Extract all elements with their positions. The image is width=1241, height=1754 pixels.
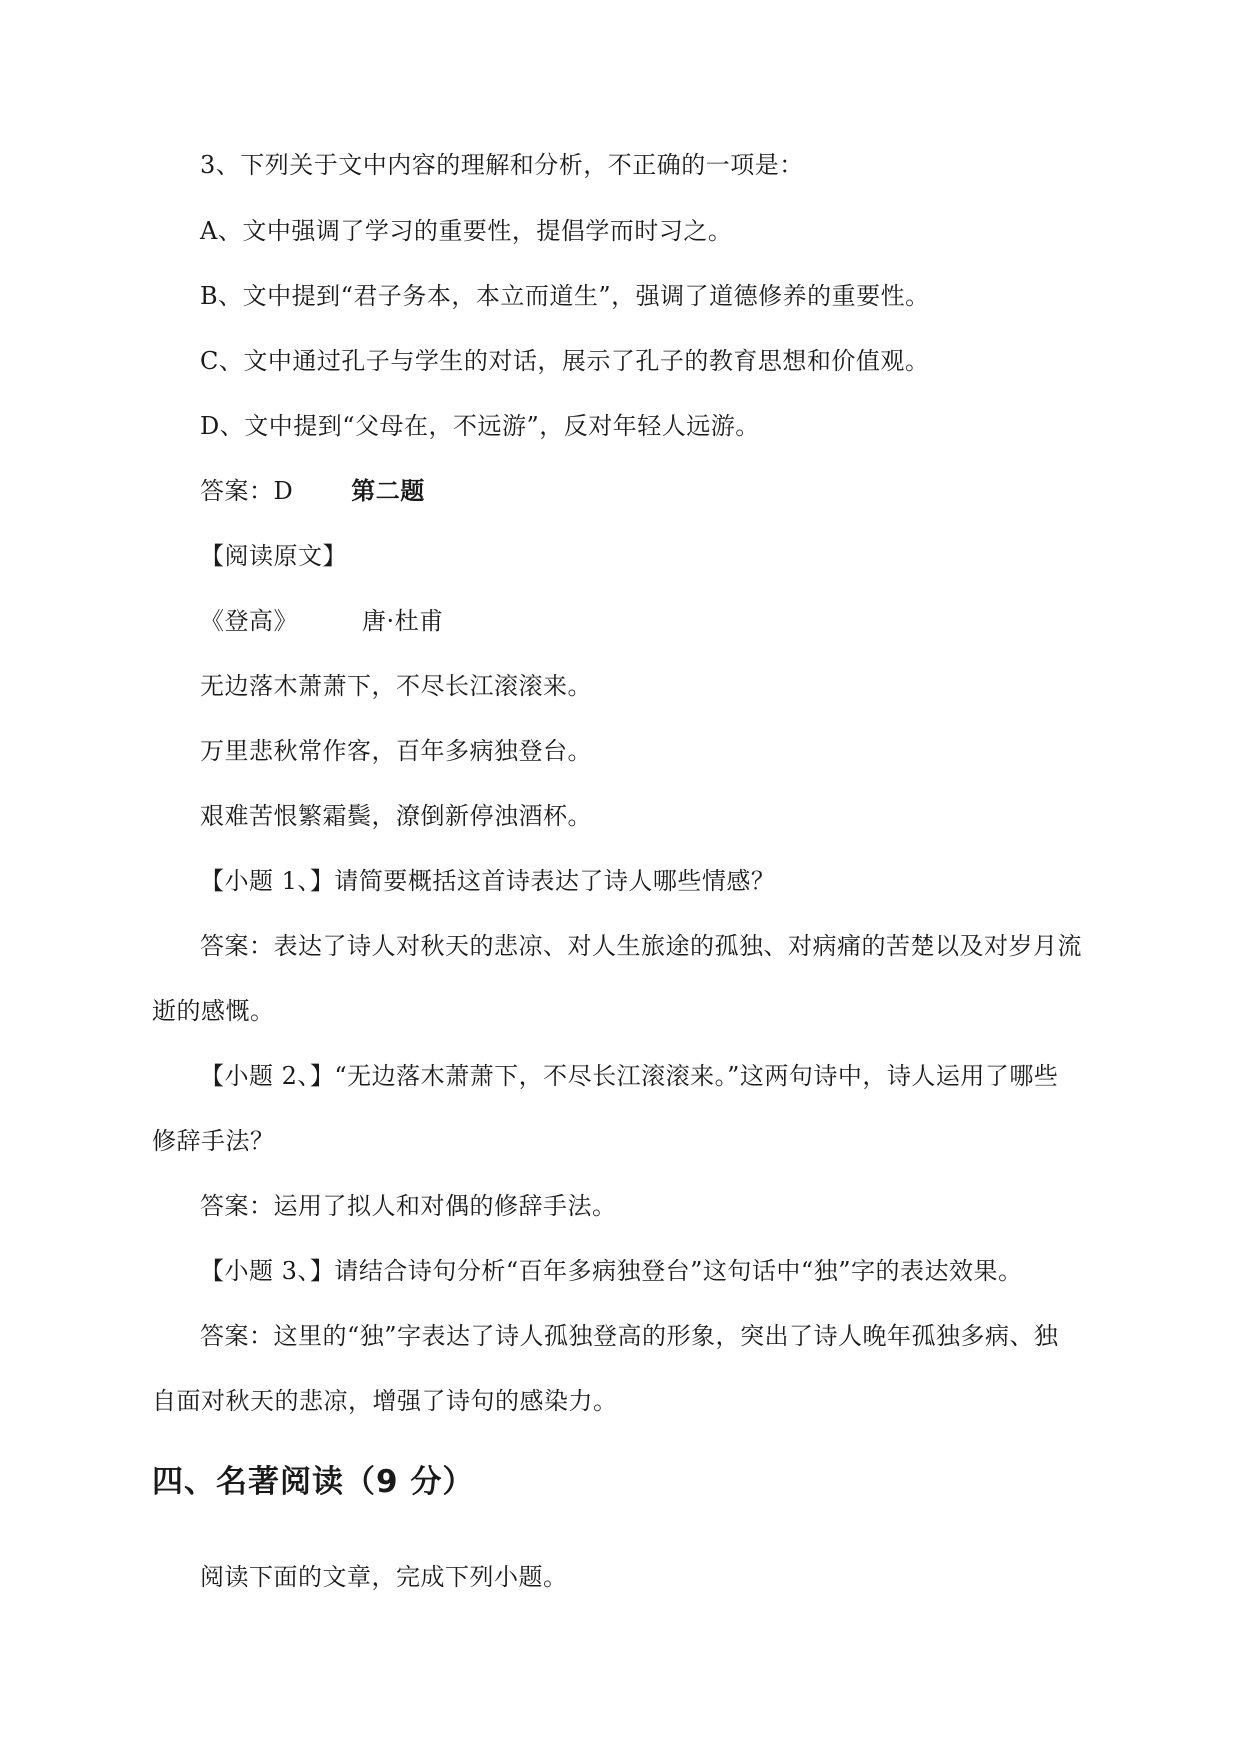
sub-question-2-line-1: 【小题 2、】“无边落木萧萧下，不尽长江滚滚来。”这两句诗中，诗人运用了哪些 [200, 1062, 1059, 1090]
original-text-label: 【阅读原文】 [200, 542, 347, 570]
poem-title-row [200, 604, 444, 638]
option-c: C、文中通过孔子与学生的对话，展示了孔子的教育思想和价值观。 [200, 347, 930, 375]
sub-answer-3-line-2: 自面对秋天的悲凉，增强了诗句的感染力。 [152, 1387, 618, 1415]
answer-row [200, 474, 425, 508]
section-2-title: 第二题 [351, 477, 425, 505]
poem-line-3: 艰难苦恨繁霜鬓，潦倒新停浊酒杯。 [200, 802, 592, 830]
option-b: B、文中提到“君子务本，本立而道生”，强调了道德修养的重要性。 [200, 282, 930, 310]
option-d: D、文中提到“父母在，不远游”，反对年轻人远游。 [200, 412, 760, 440]
poem-author: 唐·杜甫 [362, 607, 444, 635]
question-3-stem: 3、下列关于文中内容的理解和分析，不正确的一项是： [200, 151, 804, 179]
sub-answer-1-line-1: 答案：表达了诗人对秋天的悲凉、对人生旅途的孤独、对病痛的苦楚以及对岁月流 [200, 932, 1082, 960]
sub-question-1: 【小题 1、】请简要概括这首诗表达了诗人哪些情感？ [200, 867, 776, 895]
sub-question-2-line-2: 修辞手法？ [152, 1127, 275, 1155]
section-4-heading: 四、名著阅读（9 分） [152, 1464, 475, 1500]
sub-answer-2: 答案：运用了拟人和对偶的修辞手法。 [200, 1192, 617, 1220]
poem-line-1: 无边落木萧萧下，不尽长江滚滚来。 [200, 672, 592, 700]
sub-answer-3-line-1: 答案：这里的“独”字表达了诗人孤独登高的形象，突出了诗人晚年孤独多病、独 [200, 1322, 1059, 1350]
section-4-instruction: 阅读下面的文章，完成下列小题。 [200, 1563, 568, 1591]
sub-question-3: 【小题 3、】请结合诗句分析“百年多病独登台”这句话中“独”字的表达效果。 [200, 1257, 1023, 1285]
option-a: A、文中强调了学习的重要性，提倡学而时习之。 [200, 217, 733, 245]
poem-line-2: 万里悲秋常作客，百年多病独登台。 [200, 737, 592, 765]
question-3-answer: 答案：D [200, 477, 294, 505]
poem-title: 《登高》 [200, 607, 298, 635]
sub-answer-1-line-2: 逝的感慨。 [152, 997, 275, 1025]
